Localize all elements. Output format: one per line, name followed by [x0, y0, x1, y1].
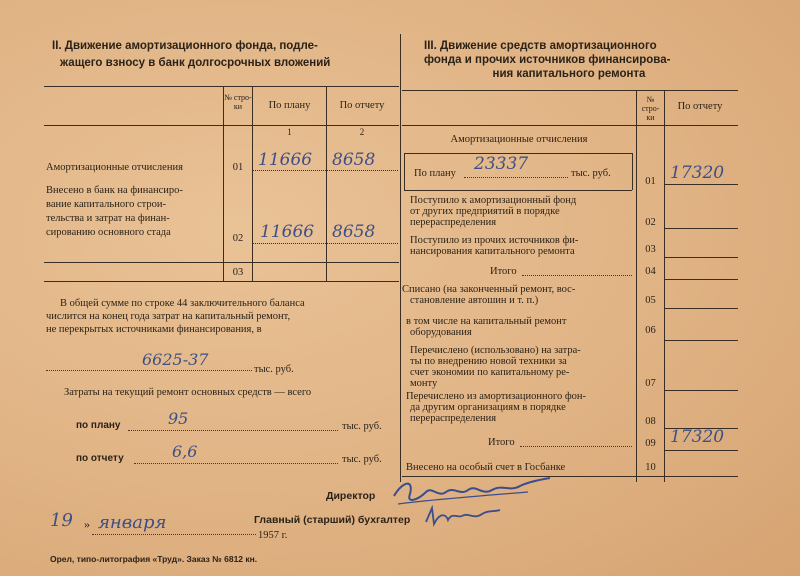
right-col-divider-2 — [664, 90, 665, 482]
right-row-09-rule — [664, 450, 738, 451]
right-row-04-dots — [522, 275, 632, 276]
right-row-05-rule — [664, 308, 738, 309]
repair-by-report-unit: тыс. руб. — [342, 454, 382, 465]
right-row-02-label-line2: от других предприятий в порядке — [410, 206, 560, 217]
right-row-05-label-line2: становление автошин и т. п.) — [410, 295, 539, 306]
right-row-08-label-line3: перераспределения — [410, 413, 497, 424]
right-row-10-label: Внесено на особый счет в Госбанке — [406, 462, 566, 473]
repair-by-report-label: по отчету — [76, 453, 124, 464]
right-row-08-code: 08 — [645, 416, 656, 427]
repair-by-report-line — [134, 463, 338, 464]
left-row-01-report-value: 8658 — [332, 150, 376, 170]
note-unit: тыс. руб. — [254, 364, 294, 375]
left-table-top-rule — [44, 86, 399, 87]
right-row-06-label-line1: в том числе на капитальный ремонт — [406, 316, 567, 327]
note-line3: не перекрытых источниками финансирования, в — [46, 324, 262, 335]
note-line2: числится на конец года затрат на капитальный ремонт, — [46, 311, 291, 322]
left-row-02-code: 02 — [232, 233, 244, 244]
right-row-07-label-line4: монту — [410, 378, 438, 389]
amort-box-left — [404, 153, 405, 190]
date-day: 19 — [50, 510, 73, 531]
right-row-01-code: 01 — [645, 176, 656, 187]
left-col-plan-header: По плану — [268, 100, 311, 111]
repair-by-plan-label: по плану — [76, 420, 121, 431]
right-row-10-code: 10 — [645, 462, 656, 473]
section-3-title-line2: фонда и прочих источников финансирова- — [424, 54, 671, 66]
left-row-02-label-line3: тельства и затрат на финан- — [46, 213, 170, 224]
left-row-02-label-line2: вание капитального строи- — [46, 199, 166, 210]
left-row-01-rule — [252, 170, 398, 171]
left-row-01-code: 01 — [232, 162, 244, 173]
left-col-divider-1 — [223, 86, 224, 282]
right-row-02-label-line3: перераспределения — [410, 217, 497, 228]
amort-heading: Амортизационные отчисления — [450, 134, 588, 145]
right-table-top-rule — [402, 90, 738, 91]
director-label: Директор — [326, 490, 376, 502]
right-row-06-rule — [664, 340, 738, 341]
right-row-02-code: 02 — [645, 217, 656, 228]
amort-plan-unit: тыс. руб. — [571, 168, 611, 179]
right-row-03-rule — [664, 257, 738, 258]
amort-box-right — [632, 153, 633, 190]
printer-imprint: Орел, типо-литография «Труд». Заказ № 6812 кн. — [50, 554, 258, 564]
left-row-01-plan-value: 11666 — [258, 150, 313, 170]
left-col-divider-3 — [326, 86, 327, 282]
left-row-02-rule — [252, 243, 398, 244]
amort-box-bottom — [404, 190, 632, 191]
right-row-07-label-line3: счет экономии по капитальному ре- — [410, 367, 570, 378]
date-year: 1957 г. — [258, 530, 288, 541]
date-month: января — [98, 512, 167, 533]
right-row-05-code: 05 — [645, 295, 656, 306]
date-quote-mark: » — [84, 517, 90, 531]
right-row-03-label-line2: нансирования капитального ремонта — [410, 246, 575, 257]
left-table-bottom-rule — [44, 281, 399, 282]
left-col-number-2: 2 — [359, 127, 365, 137]
right-row-04-label: Итого — [490, 266, 517, 277]
left-row-02-label-line1: Внесено в банк на финансиро- — [46, 185, 183, 196]
right-row-07-label-line1: Перечислено (использовано) на затра- — [410, 345, 581, 356]
left-row-02-plan-value: 11666 — [260, 222, 315, 242]
right-row-07-code: 07 — [645, 378, 656, 389]
right-row-01-rule — [664, 184, 738, 185]
left-row-02-label-line4: сированию основного стада — [46, 227, 171, 238]
repair-by-plan-unit: тыс. руб. — [342, 421, 382, 432]
section-2-title-line2: жащего взносу в банк долгосрочных вложений — [60, 57, 331, 69]
center-divider — [400, 34, 401, 482]
section-2-title-line1: II. Движение амортизационного фонда, подле- — [52, 40, 318, 52]
right-row-04-rule — [664, 279, 738, 280]
repair-by-plan-value: 95 — [168, 409, 189, 428]
left-row-02-report-value: 8658 — [332, 222, 376, 242]
right-row-05-label-line1: Списано (на законченный ремонт, вос- — [402, 284, 576, 295]
right-table-header-rule — [402, 125, 738, 126]
right-row-07-label-line2: ты по внедрению новой техники за — [410, 356, 567, 367]
repair-by-plan-line — [128, 430, 338, 431]
right-col-row-no-header: № стро- ки — [641, 95, 660, 122]
right-row-09-value: 17320 — [670, 427, 725, 447]
right-row-02-rule — [664, 228, 738, 229]
amort-plan-line — [464, 177, 568, 178]
right-row-09-dots — [520, 446, 632, 447]
repair-heading: Затраты на текущий ремонт основных средств — всего — [64, 387, 312, 398]
date-line — [92, 534, 256, 535]
left-row-01-label: Амортизационные отчисления — [46, 162, 183, 173]
repair-by-report-value: 6,6 — [172, 442, 198, 461]
right-row-06-code: 06 — [645, 325, 656, 336]
left-col-row-no-header: № стро- ки — [224, 93, 252, 111]
left-table-header-rule — [44, 125, 399, 126]
section-3-title-line1: III. Движение средств амортизационного — [424, 40, 657, 52]
right-row-09-code: 09 — [645, 438, 656, 449]
left-row-03-top-rule — [44, 262, 399, 263]
note-value-line — [46, 370, 252, 371]
right-row-09-label: Итого — [488, 437, 515, 448]
left-col-divider-2 — [252, 86, 253, 282]
left-col-number-1: 1 — [287, 127, 292, 137]
left-row-03-code: 03 — [232, 267, 244, 278]
right-row-01-value: 17320 — [670, 163, 725, 183]
right-row-08-label-line2: да другим организациям в порядке — [410, 402, 566, 413]
section-3-title-line3: ния капитального ремонта — [492, 68, 646, 80]
note-value: 6625-37 — [142, 350, 209, 369]
right-row-08-label-line1: Перечислено из амортизационного фон- — [406, 391, 586, 402]
right-row-03-label-line1: Поступило из прочих источников фи- — [410, 235, 579, 246]
right-row-07-rule — [664, 390, 738, 391]
right-row-06-label-line2: оборудования — [410, 327, 472, 338]
right-col-report-header: По отчету — [677, 101, 723, 112]
amort-plan-value: 23337 — [474, 154, 529, 174]
right-row-02-label-line1: Поступило к амортизационный фонд — [410, 195, 577, 206]
right-row-03-code: 03 — [645, 244, 656, 255]
amort-plan-label: По плану — [414, 168, 456, 179]
note-line1: В общей сумме по строке 44 заключительного баланса — [60, 298, 305, 309]
right-row-04-code: 04 — [645, 266, 656, 277]
left-col-report-header: По отчету — [339, 100, 385, 111]
accountant-signature — [422, 504, 502, 530]
accountant-label: Главный (старший) бухгалтер — [254, 514, 411, 526]
